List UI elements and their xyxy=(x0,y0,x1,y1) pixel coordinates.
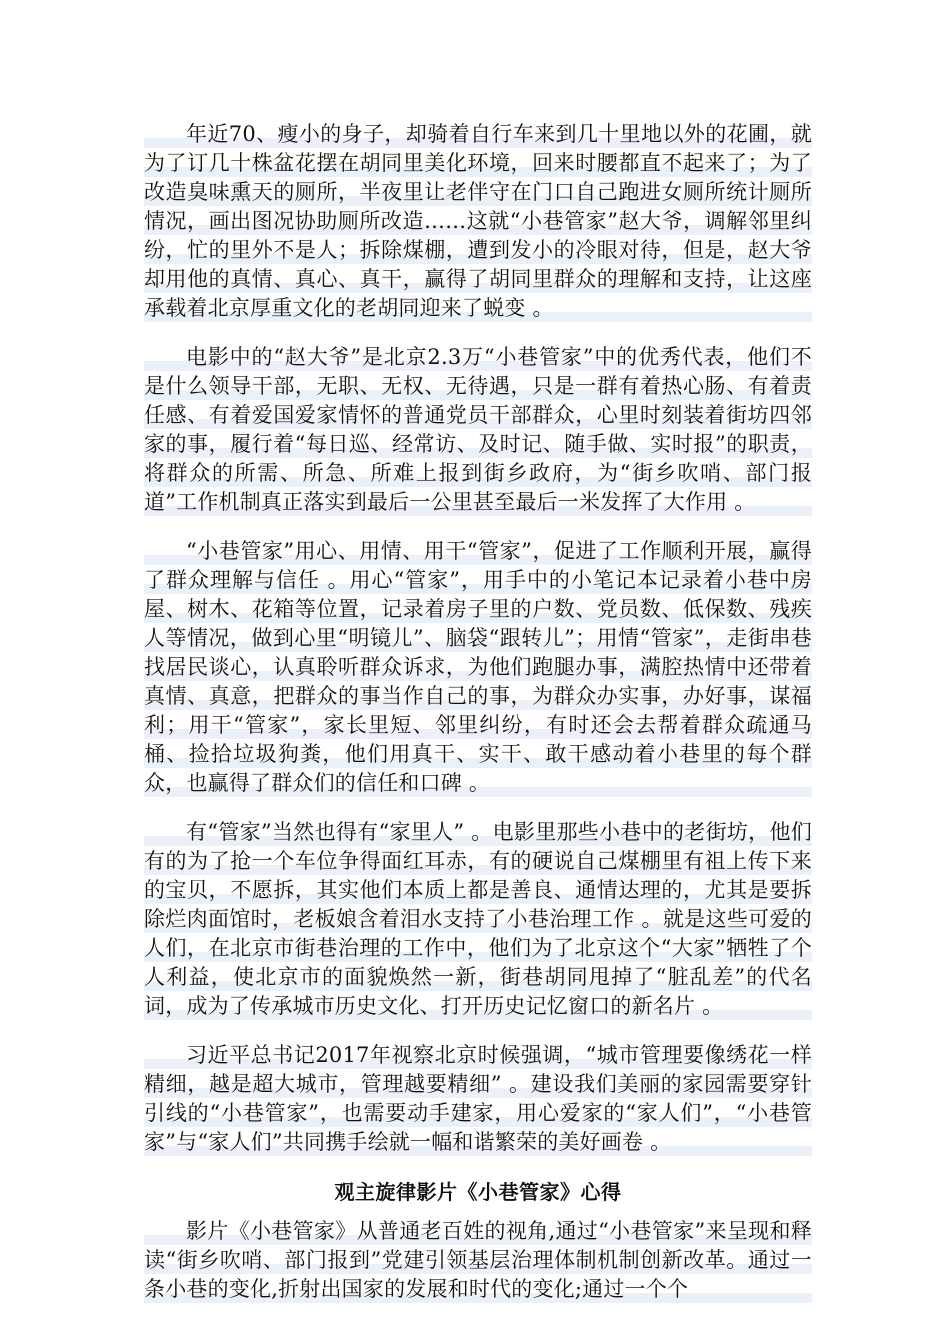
paragraph-5: 习近平总书记2017年视察北京时候强调，“城市管理要像绣花一样精细，越是超大城市，管理越要精细” 。建设我们美丽的家园需要穿针引线的“小巷管家”，也需要动手建家，用心爱家的“家人们”，“小巷管家”与“家人们”共同携手绘就一幅和谐繁荣的美好画卷 。 xyxy=(144,1041,812,1157)
paragraph-4: 有“管家”当然也得有“家里人” 。电影里那些小巷中的老街坊，他们有的为了抢一个车位争得面红耳赤，有的硬说自己煤棚里有祖上传下来的宝贝，不愿拆，其实他们本质上都是善良、通情达理的，尤其是要拆除烂肉面馆时，老板娘含着泪水支持了小巷治理工作 。就是这些可爱的人们，在北京市街巷治理的工作中，他们为了北京这个“大家”牺牲了个人利益，使北京市的面貌焕然一新，街巷胡同甩掉了“脏乱差”的代名词，成为了传承城市历史文化、打开历史记忆窗口的新名片 。 xyxy=(144,818,812,1021)
document-body xyxy=(144,120,812,1304)
closing-paragraph: 影片《小巷管家》从普通老百姓的视角,通过“小巷管家”来呈现和释读“街乡吹哨、部门报到”党建引领基层治理体制机制创新改革。通过一条小巷的变化,折射出国家的发展和时代的变化;通过一个个 xyxy=(144,1217,812,1304)
section-heading: 观主旋律影片《小巷管家》心得 xyxy=(334,1180,622,1204)
paragraph-2: 电影中的“赵大爷”是北京2.3万“小巷管家”中的优秀代表，他们不是什么领导干部，无职、无权、无待遇，只是一群有着热心肠、有着责任感、有着爱国爱家情怀的普通党员干部群众，心里时刻装着街坊四邻家的事，履行着“每日巡、经常访、及时记、随手做、实时报”的职责，将群众的所需、所急、所难上报到街乡政府，为“街乡吹哨、部门报道”工作机制真正落实到最后一公里甚至最后一米发挥了大作用 。 xyxy=(144,343,812,517)
paragraph-1: 年近70、瘦小的身子，却骑着自行车来到几十里地以外的花圃，就为了订几十株盆花摆在胡同里美化环境，回来时腰都直不起来了；为了改造臭味熏天的厕所，半夜里让老伴守在门口自己跑进女厕所统计厕所情况，画出图况协助厕所改造……这就“小巷管家”赵大爷，调解邻里纠纷，忙的里外不是人；拆除煤棚，遭到发小的冷眼对待，但是，赵大爷却用他的真情、真心、真干，赢得了胡同里群众的理解和支持，让这座承载着北京厚重文化的老胡同迎来了蜕变 。 xyxy=(144,120,812,323)
paragraph-3: “小巷管家”用心、用情、用干“管家”，促进了工作顺利开展，赢得了群众理解与信任 。用心“管家”，用手中的小笔记本记录着小巷中房屋、树木、花箱等位置，记录着房子里的户数、党员数、低保数、残疾人等情况，做到心里“明镜儿”、脑袋“跟转儿”；用情“管家”，走街串巷找居民谈心，认真聆听群众诉求，为他们跑腿办事，满腔热情中还带着真情、真意，把群众的事当作自己的事，为群众办实事，办好事，谋福利；用干“管家”，家长里短、邻里纠纷，有时还会去帮着群众疏通马桶、捡拾垃圾狗粪，他们用真干、实干、敢干感动着小巷里的每个群众，也赢得了群众们的信任和口碑 。 xyxy=(144,537,812,798)
